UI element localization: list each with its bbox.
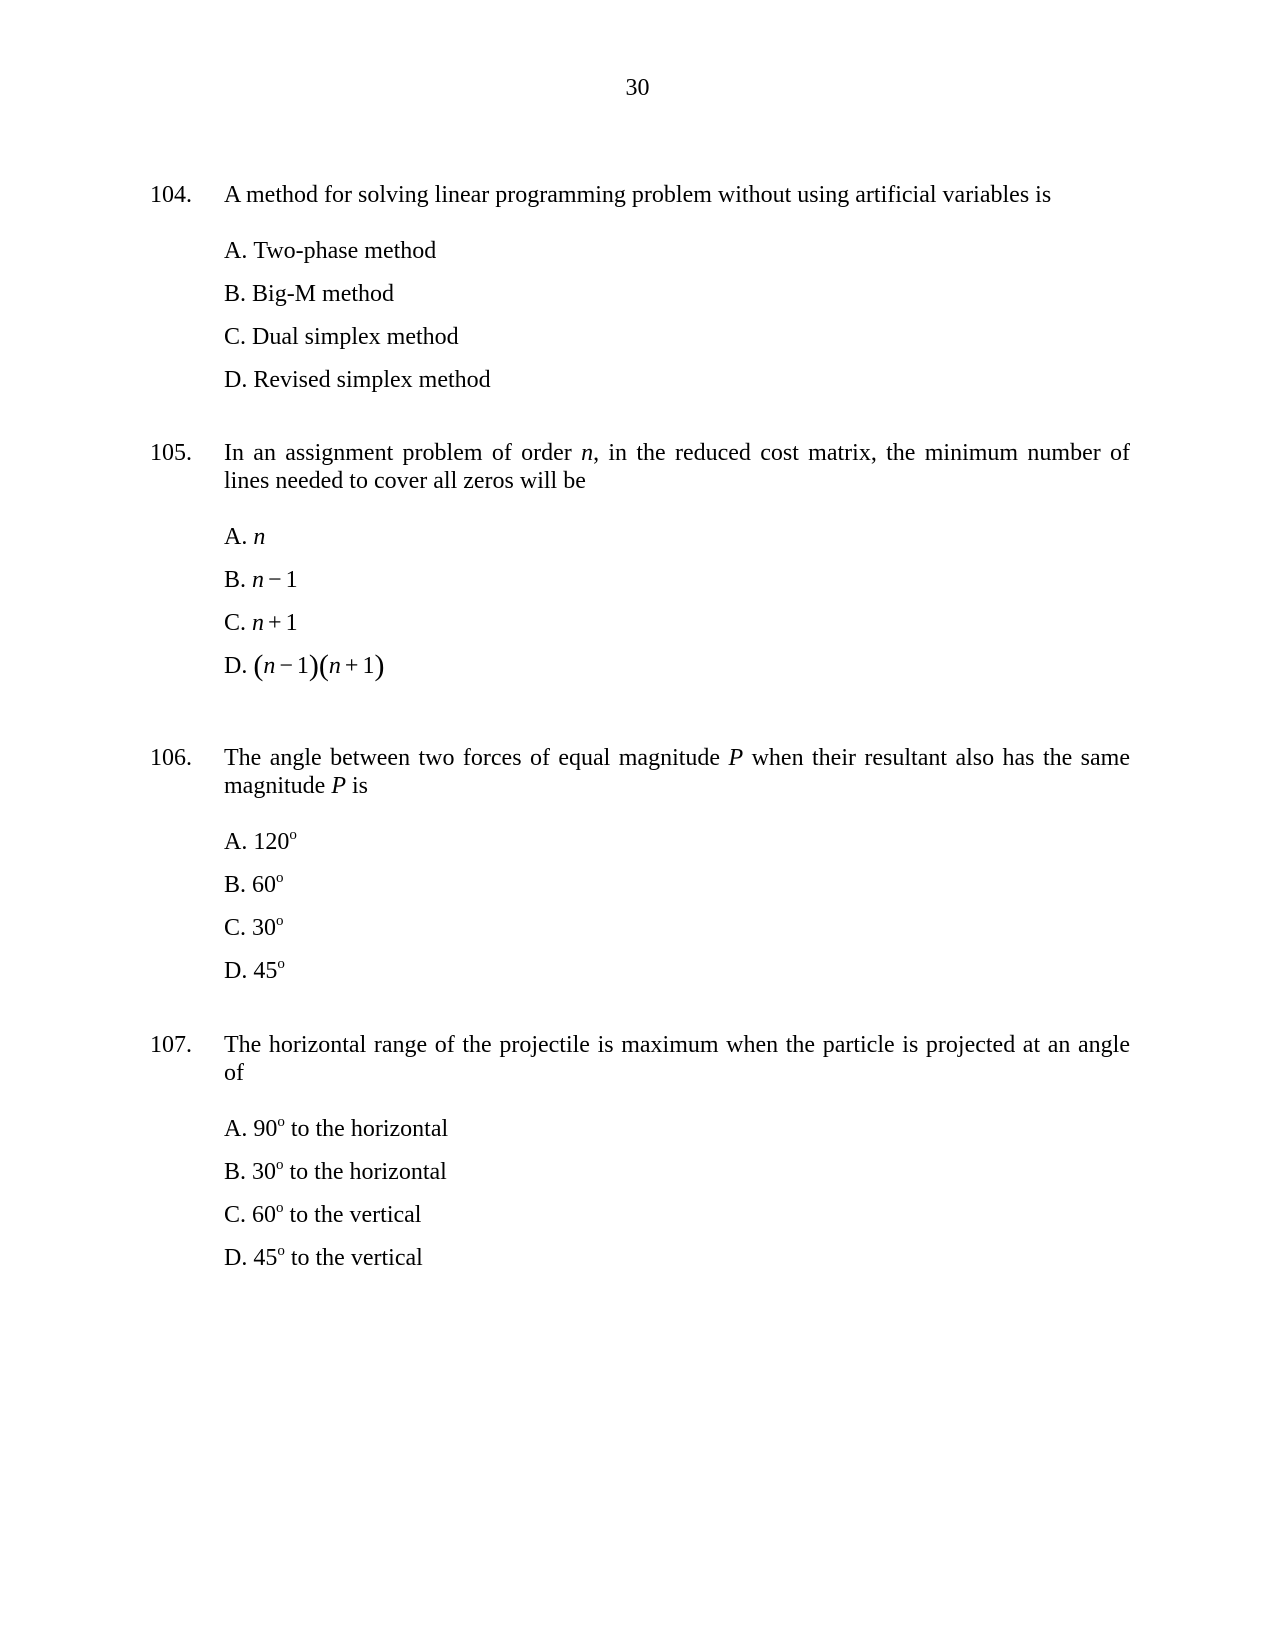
question-106 bbox=[150, 744, 1130, 1000]
question-text-part: The angle between two forces of equal magnitude bbox=[224, 745, 721, 771]
options-list bbox=[224, 1115, 1130, 1287]
option-letter: A. bbox=[224, 1116, 248, 1142]
option-c bbox=[224, 1201, 1130, 1244]
question-number: 106. bbox=[150, 745, 192, 771]
math-operator: − bbox=[279, 653, 293, 679]
math-number: 1 bbox=[362, 653, 375, 679]
option-letter: B. bbox=[224, 281, 247, 307]
question-number: 107. bbox=[150, 1032, 192, 1058]
math-paren: ( bbox=[318, 649, 329, 682]
option-value: 120 bbox=[253, 829, 290, 855]
math-variable: n bbox=[263, 653, 276, 679]
option-value: 45 bbox=[253, 958, 278, 984]
options-list bbox=[224, 237, 1130, 409]
option-letter: C. bbox=[224, 324, 247, 350]
question-text: A method for solving linear programming problem without using artificial variables is bbox=[224, 182, 1052, 208]
option-text: to the horizontal bbox=[290, 1116, 449, 1142]
option-letter: C. bbox=[224, 610, 247, 636]
degree-mark: o bbox=[289, 827, 297, 843]
degree-mark: o bbox=[277, 1114, 285, 1130]
option-text: Big-M method bbox=[252, 281, 395, 307]
degree-mark: o bbox=[276, 1157, 284, 1173]
math-operator: − bbox=[268, 567, 282, 593]
question-text: The horizontal range of the projectile is maximum when the particle is projected at an angle of bbox=[224, 1032, 1130, 1086]
question-107 bbox=[150, 1031, 1130, 1287]
option-letter: B. bbox=[224, 872, 247, 898]
option-a bbox=[224, 828, 1130, 871]
math-variable: P bbox=[728, 745, 744, 771]
option-text: Revised simplex method bbox=[253, 367, 491, 393]
option-letter: B. bbox=[224, 567, 247, 593]
option-value: 30 bbox=[252, 1159, 277, 1185]
option-c bbox=[224, 323, 1130, 366]
option-text: to the vertical bbox=[289, 1202, 422, 1228]
option-a bbox=[224, 237, 1130, 280]
math-number: 1 bbox=[296, 653, 309, 679]
math-number: 1 bbox=[285, 567, 298, 593]
option-letter: C. bbox=[224, 1202, 247, 1228]
option-letter: A. bbox=[224, 829, 248, 855]
option-letter: A. bbox=[224, 238, 248, 264]
math-number: 1 bbox=[285, 610, 298, 636]
option-d bbox=[224, 366, 1130, 409]
question-number: 105. bbox=[150, 440, 192, 466]
option-letter: D. bbox=[224, 653, 248, 679]
option-c bbox=[224, 609, 1130, 652]
option-value: 60 bbox=[252, 872, 277, 898]
degree-mark: o bbox=[277, 956, 285, 972]
option-b bbox=[224, 1158, 1130, 1201]
options-list bbox=[224, 523, 1130, 695]
option-d bbox=[224, 1244, 1130, 1287]
degree-mark: o bbox=[276, 870, 284, 886]
option-text: Two-phase method bbox=[253, 238, 437, 264]
question-text-part: is bbox=[351, 773, 368, 799]
option-letter: D. bbox=[224, 958, 248, 984]
option-value: 60 bbox=[252, 1202, 277, 1228]
options-list bbox=[224, 828, 1130, 1000]
option-d bbox=[224, 957, 1130, 1000]
question-105 bbox=[150, 439, 1130, 695]
question-number: 104. bbox=[150, 182, 192, 208]
question-text-part: , in the reduced cost matrix, the minimum number of lines needed to cover all zeros will be bbox=[224, 440, 1131, 494]
math-variable: n bbox=[252, 610, 265, 636]
option-a bbox=[224, 1115, 1130, 1158]
option-letter: A. bbox=[224, 524, 248, 550]
page-number: 30 bbox=[625, 75, 650, 101]
option-value: 30 bbox=[252, 915, 277, 941]
option-text: to the horizontal bbox=[289, 1159, 447, 1185]
option-value: 90 bbox=[253, 1116, 278, 1142]
math-variable: P bbox=[331, 773, 346, 799]
option-letter: B. bbox=[224, 1159, 247, 1185]
option-text: Dual simplex method bbox=[252, 324, 459, 350]
math-variable: n bbox=[252, 567, 265, 593]
question-text-part: when their resultant also has the same magnitude bbox=[224, 745, 1130, 799]
option-c bbox=[224, 914, 1130, 957]
degree-mark: o bbox=[277, 1243, 285, 1259]
option-d bbox=[224, 649, 1130, 695]
math-variable: n bbox=[253, 524, 266, 550]
math-paren: ( bbox=[253, 649, 264, 682]
option-b bbox=[224, 566, 1130, 609]
option-a bbox=[224, 523, 1130, 566]
math-variable: n bbox=[328, 653, 341, 679]
math-operator: + bbox=[268, 610, 282, 636]
option-letter: C. bbox=[224, 915, 247, 941]
question-104 bbox=[150, 181, 1130, 409]
degree-mark: o bbox=[276, 913, 284, 929]
option-letter: D. bbox=[224, 367, 248, 393]
math-variable: n bbox=[581, 440, 594, 466]
question-text bbox=[224, 439, 1130, 495]
math-paren: ) bbox=[374, 649, 385, 682]
degree-mark: o bbox=[276, 1200, 284, 1216]
math-paren: ) bbox=[308, 649, 319, 682]
math-operator: + bbox=[344, 653, 359, 679]
option-b bbox=[224, 871, 1130, 914]
option-value: 45 bbox=[253, 1245, 278, 1271]
option-text: to the vertical bbox=[290, 1245, 423, 1271]
question-text bbox=[224, 744, 1130, 800]
question-text-part: In an assignment problem of order bbox=[224, 440, 572, 466]
option-b bbox=[224, 280, 1130, 323]
option-letter: D. bbox=[224, 1245, 248, 1271]
